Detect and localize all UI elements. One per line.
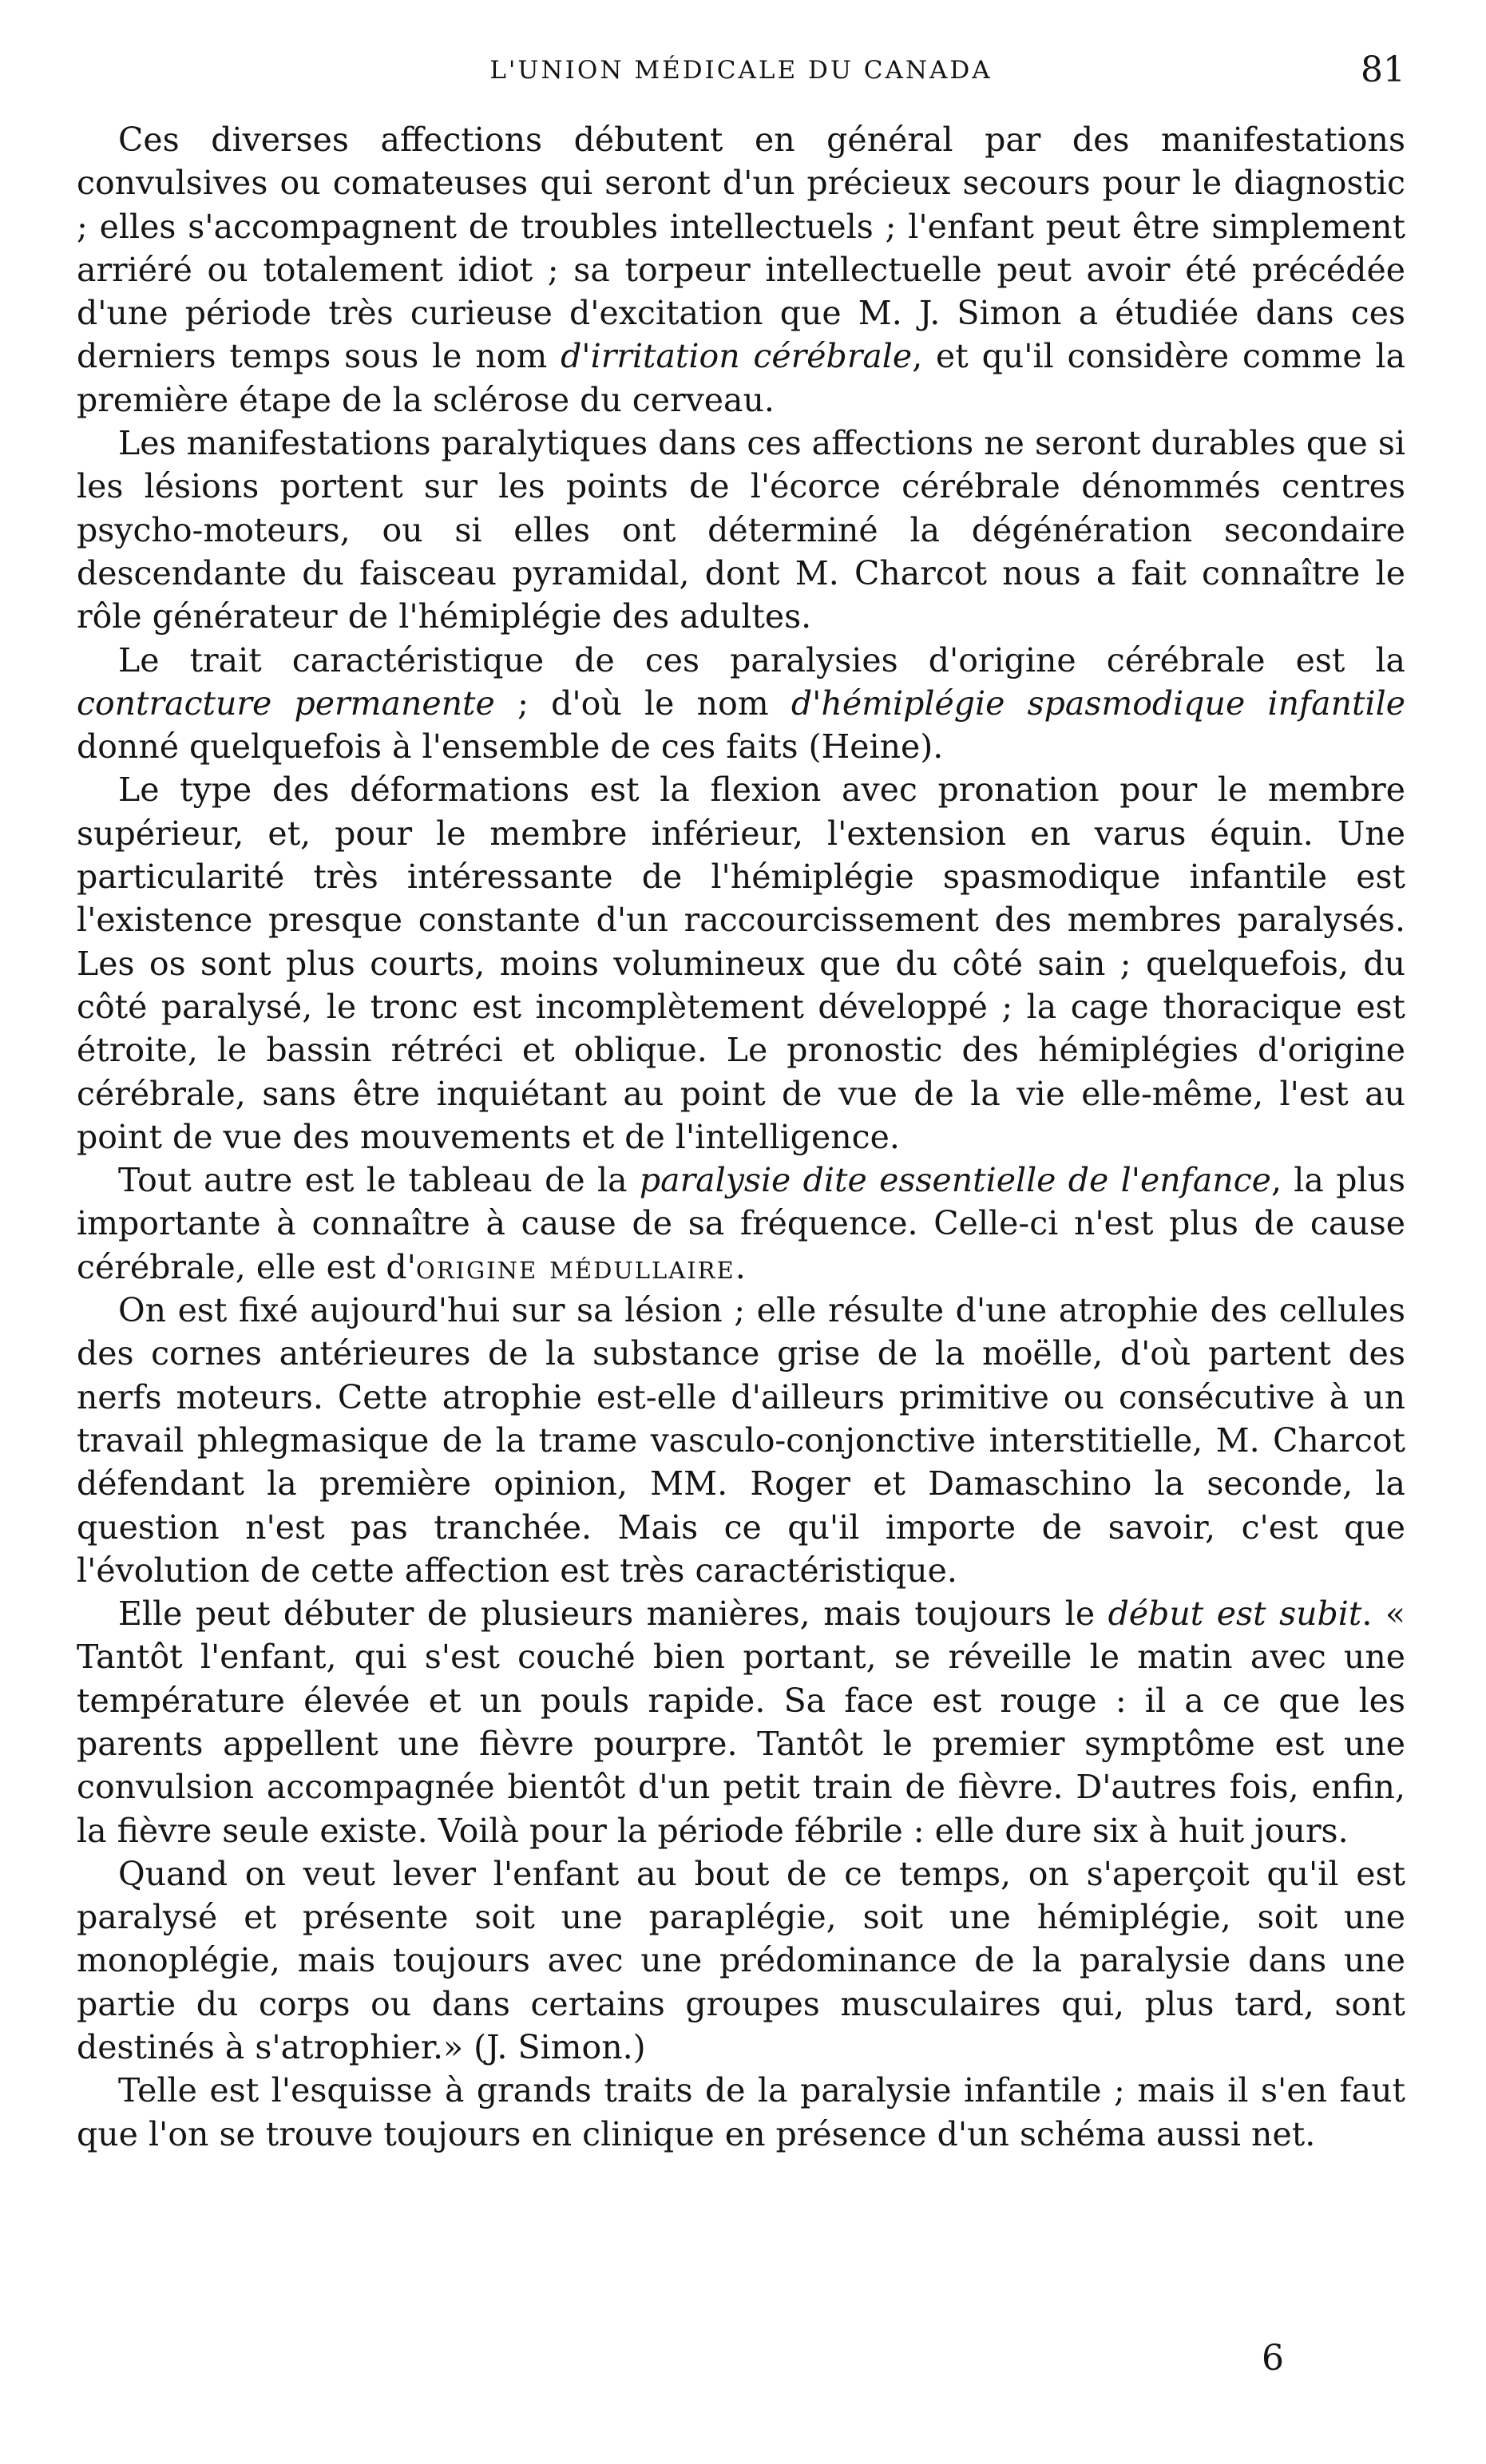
text-run: Telle est l'esquisse à grands traits de la paralysie infantile ; mais il s'en faut que l'on se trouve toujours en clinique en présence d'un schéma aussi net. — [77, 2071, 1405, 2153]
text-run: Tout autre est le tableau de la — [118, 1161, 640, 1200]
italic-term: contracture permanente — [77, 683, 495, 723]
italic-term: début est subit — [1108, 1594, 1362, 1634]
article-body — [77, 118, 1405, 2156]
text-run: . — [735, 1247, 746, 1286]
paragraph — [77, 118, 1405, 422]
paragraph — [77, 768, 1405, 1159]
paragraph — [77, 422, 1405, 638]
text-run: Quand on veut lever l'enfant au bout de ce temps, on s'aperçoit qu'il est paralysé et présente soit une paraplégie, soit une hémiplégie, soit une monoplégie, mais toujours avec une prédominance de la paralysie dans une partie du corps ou dans certains groupes musculaires qui, plus tard, sont destinés à s'atrophier.» (J. Simon.) — [77, 1854, 1405, 2067]
paragraph — [77, 1159, 1405, 1289]
text-run: , et qu'il considère comme la première étape de la sclérose du cerveau. — [77, 337, 1406, 419]
text-run: donné quelquefois à l'ensemble de ces faits (Heine). — [77, 727, 944, 767]
text-run: On est fixé aujourd'hui sur sa lésion ; elle résulte d'une atrophie des cellules des cornes antérieures de la substance grise de la moëlle, d'où partent des nerfs moteurs. Cette atrophie est-elle d'ailleurs primitive ou consécutive à un travail phlegmasique de la trame vasculo-conjonctive interstitielle, M. Charcot défendant la première opinion, MM. Roger et Damaschino la seconde, la question n'est pas tranchée. Mais ce qu'il importe de savoir, c'est que l'évolution de cette affection est très caractéristique. — [77, 1291, 1405, 1590]
italic-term: paralysie dite essentielle de l'enfance — [639, 1161, 1271, 1200]
text-run: Les manifestations paralytiques dans ces affections ne seront durables que si les lésions portent sur les points de l'écorce cérébrale dénommés centres psycho-moteurs, ou si elles ont déterminé la dégénération secondaire descendante du faisceau pyramidal, dont M. Charcot nous a fait connaître le rôle générateur de l'hémiplégie des adultes. — [77, 424, 1405, 636]
text-run: Elle peut débuter de plusieurs manières, mais toujours le — [118, 1594, 1108, 1634]
page-number: 81 — [1361, 50, 1405, 90]
running-head — [77, 46, 1405, 94]
italic-term: d'hémiplégie spasmodique infantile — [791, 683, 1405, 723]
text-run: Ces diverses affections débutent en général par des manifestations convulsives ou comateuses qui seront d'un précieux secours pour le diagnostic ; elles s'accompagnent de troubles intellectuels ; l'enfant peut être simplement arriéré ou totalement idiot ; sa torpeur intellectuelle peut avoir été précédée d'une période très curieuse d'excitation que M. J. Simon a étudiée dans ces derniers temps sous le nom — [77, 121, 1405, 376]
text-run: , la plus importante à connaître à cause de sa fréquence. Celle-ci n'est plus de cause cérébrale, elle est d' — [77, 1161, 1406, 1286]
paragraph — [77, 1592, 1405, 1852]
paragraph — [77, 639, 1405, 769]
signature-mark: 6 — [1262, 2338, 1284, 2379]
journal-title: L'UNION MÉDICALE DU CANADA — [489, 56, 993, 85]
text-run: Le type des déformations est la flexion avec pronation pour le membre supérieur, et, pour le membre inférieur, l'extension en varus équin. Une particularité très intéressante de l'hémiplégie spasmodique infantile est l'existence presque constante d'un raccourcissement des membres paralysés. Les os sont plus courts, moins volumineux que du côté sain ; quelquefois, du côté paralysé, le tronc est incomplètement développé ; la cage thoracique est étroite, le bassin rétréci et oblique. Le pronostic des hémiplégies d'origine cérébrale, sans être inquiétant au point de vue de la vie elle-même, l'est au point de vue des mouvements et de l'intelligence. — [77, 770, 1405, 1156]
paragraph — [77, 1852, 1405, 2069]
italic-term: d'irritation cérébrale — [561, 337, 913, 376]
paragraph — [77, 2069, 1405, 2156]
paragraph — [77, 1289, 1405, 1592]
text-run: Le trait caractéristique de ces paralysies d'origine cérébrale est la — [118, 640, 1405, 679]
smallcaps-term: origine médullaire — [415, 1247, 735, 1286]
text-run: ; d'où le nom — [494, 683, 791, 723]
text-run: . « Tantôt l'enfant, qui s'est couché bien portant, se réveille le matin avec une température élevée et un pouls rapide. Sa face est rouge : il a ce que les parents appellent une fièvre pourpre. Tantôt le premier symptôme est une convulsion accompagnée bientôt d'un petit train de fièvre. D'autres fois, enfin, la fièvre seule existe. Voilà pour la période fébrile : elle dure six à huit jours. — [77, 1594, 1406, 1850]
